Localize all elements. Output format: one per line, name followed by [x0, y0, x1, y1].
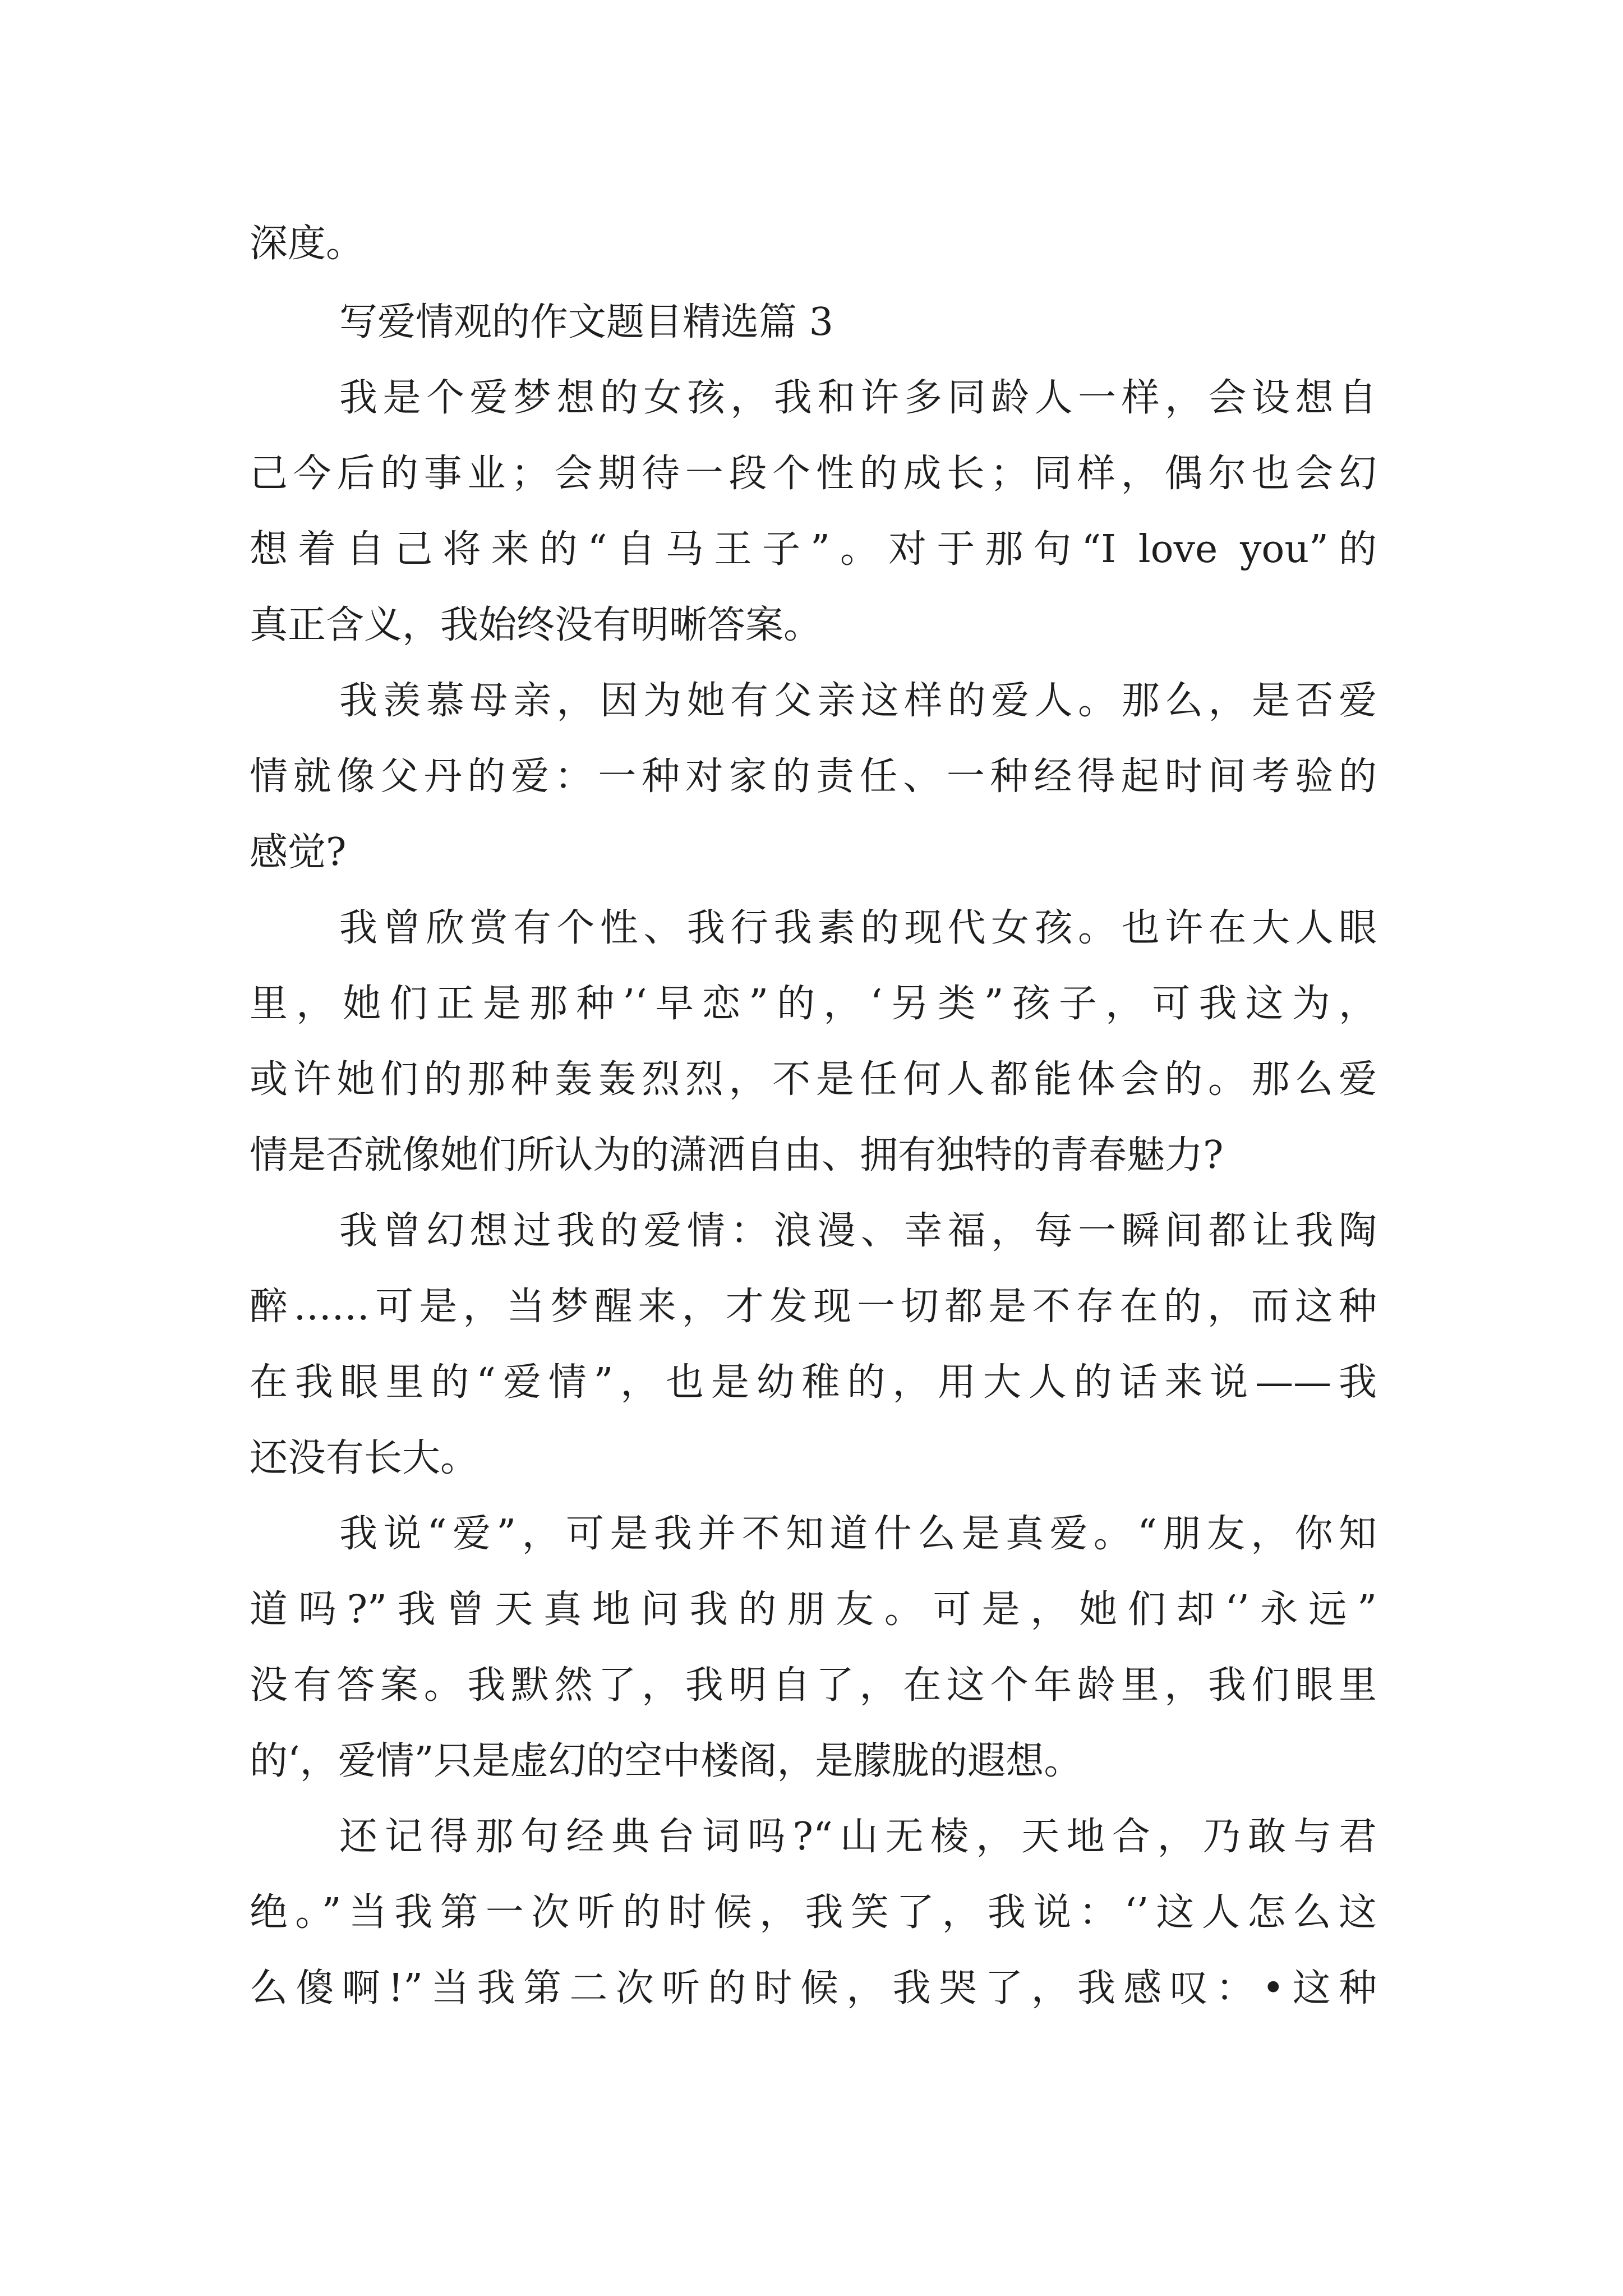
text-line: 真正含义，我始终没有明晰答案。 [250, 603, 822, 647]
text-line: 感觉? [250, 830, 347, 875]
text-line: 么傻啊!”当我第二次听的时候，我哭了，我感叹：•这种 [250, 1966, 1377, 2010]
text-line: 我羡慕母亲，因为她有父亲这样的爱人。那么，是否爱 [339, 679, 1377, 723]
text-line: 还没有长大。 [250, 1436, 479, 1480]
text-line: 里，她们正是那种’‘早恋”的，‘另类”孩子，可我这为， [250, 982, 1377, 1026]
text-line: 没有答案。我默然了，我明自了，在这个年龄里，我们眼里 [250, 1663, 1377, 1708]
text-line: 绝。”当我第一次听的时候，我笑了，我说：‘’这人怎么这 [250, 1890, 1377, 1935]
section-heading: 写爱情观的作文题目精选篇 3 [339, 300, 833, 344]
text-line: 己今后的事业；会期待一段个性的成长；同样，偶尔也会幻 [250, 452, 1377, 496]
text-line: 在我眼里的“爱情”，也是幼稚的，用大人的话来说——我 [250, 1360, 1377, 1405]
text-line: 的‘，爱情”只是虚幻的空中楼阁，是朦胧的遐想。 [250, 1739, 1082, 1783]
text-line: 我是个爱梦想的女孩，我和许多同龄人一样，会设想自 [339, 376, 1377, 420]
text-line: 道吗?”我曾天真地问我的朋友。可是，她们却‘’永远” [250, 1588, 1377, 1632]
text-line: 深度。 [250, 222, 365, 266]
text-line: 我说“爱”，可是我并不知道什么是真爱。“朋友，你知 [339, 1512, 1377, 1556]
text-line: 情是否就像她们所认为的潇洒自由、拥有独特的青春魅力? [250, 1133, 1224, 1177]
text-line: 还记得那句经典台词吗?“山无棱，天地合，乃敢与君 [339, 1815, 1377, 1859]
text-line: 想着自己将来的“自马王子”。对于那句“I love you”的 [250, 527, 1377, 572]
text-line: 情就像父丹的爱：一种对家的责任、一种经得起时间考验的 [250, 754, 1377, 799]
text-line: 醉……可是，当梦醒来，才发现一切都是不存在的，而这种 [250, 1285, 1377, 1329]
text-line: 我曾幻想过我的爱情：浪漫、幸福，每一瞬间都让我陶 [339, 1209, 1377, 1253]
text-line: 或许她们的那种轰轰烈烈，不是任何人都能体会的。那么爱 [250, 1057, 1377, 1102]
text-line: 我曾欣赏有个性、我行我素的现代女孩。也许在大人眼 [339, 906, 1377, 950]
